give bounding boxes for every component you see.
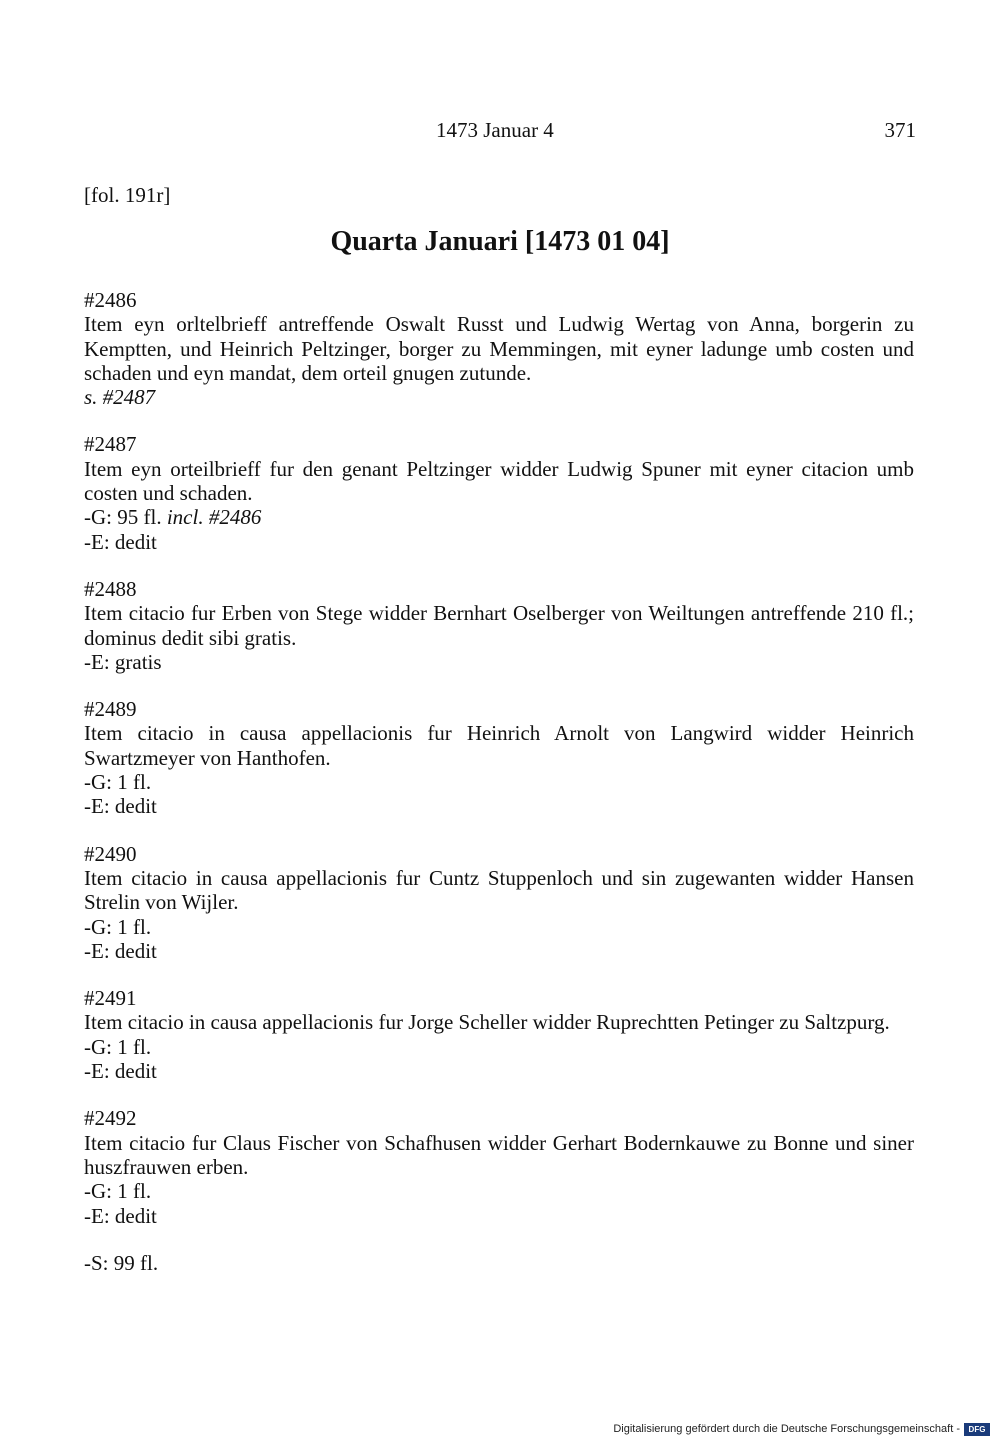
entry-note: -E: gratis <box>84 649 162 674</box>
entry <box>84 577 914 674</box>
entry-id: #2491 <box>84 986 137 1011</box>
entry-id: #2488 <box>84 576 137 601</box>
page-header <box>0 118 1000 148</box>
folio-reference: [fol. 191r] <box>84 183 171 207</box>
entry <box>84 432 914 553</box>
entry-note: s. #2487 <box>84 385 156 410</box>
entry-note: -E: dedit <box>84 1203 157 1228</box>
entry <box>84 288 914 409</box>
entry-text: Item citacio in causa appellacionis fur Jorge Scheller widder Ruprechtten Petinger zu Saltzpurg. <box>84 1010 890 1035</box>
entry-text: Item citacio in causa appellacionis fur Cuntz Stuppenloch und sin zugewanten widder Hansen Strelin von Wijler. <box>84 865 914 915</box>
entry-note: -G: 1 fl. <box>84 1034 152 1059</box>
entry-id: #2487 <box>84 432 137 457</box>
entry-text: Item citacio fur Erben von Stege widder Bernhart Oselberger von Weiltungen antreffende 210 fl.; dominus dedit sibi gratis. <box>84 601 914 650</box>
entry <box>84 1106 914 1227</box>
funding-credit: Digitalisierung gefördert durch die Deutsche Forschungsgemeinschaft - <box>613 1423 960 1435</box>
entries-list <box>84 288 914 1298</box>
entry-note: -G: 1 fl. <box>84 770 152 795</box>
entry-note: -E: dedit <box>84 938 157 963</box>
dfg-logo-icon: DFG <box>964 1423 990 1436</box>
summary-entry <box>84 1251 914 1275</box>
section-heading: Quarta Januari [1473 01 04] <box>330 226 670 257</box>
entry-note: -E: dedit <box>84 794 157 819</box>
entry-id: #2492 <box>84 1106 137 1131</box>
entry-text: Item citacio fur Claus Fischer von Schafhusen widder Gerhart Bodernkauwe zu Bonne und siner huszfrauwen erben. <box>84 1130 914 1179</box>
entry-note: -G: 1 fl. <box>84 1179 152 1204</box>
entry-text: Item eyn orteilbrieff fur den genant Peltzinger widder Ludwig Spuner mit eyner citacion umb costen und schaden. <box>84 456 914 506</box>
entry-note: -E: dedit <box>84 1059 157 1084</box>
entry-id: #2489 <box>84 697 137 722</box>
running-head: 1473 Januar 4 <box>436 118 554 142</box>
entry-text: Item citacio in causa appellacionis fur Heinrich Arnolt von Langwird widder Heinrich Swartzmeyer von Hanthofen. <box>84 721 914 770</box>
page-number: 371 <box>884 118 916 142</box>
entry-note: -G: 1 fl. <box>84 914 152 939</box>
entry <box>84 697 914 818</box>
summary-total: -S: 99 fl. <box>84 1250 159 1275</box>
entry <box>84 842 914 963</box>
entry-id: #2490 <box>84 841 137 866</box>
entry-note: -G: 95 fl. incl. #2486 <box>84 505 262 530</box>
entry-id: #2486 <box>84 288 137 312</box>
entry-text: Item eyn orltelbrieff antreffende Oswalt Russt und Ludwig Wertag von Anna, borgerin zu Kemptten, und Heinrich Peltzinger, borger zu Memmingen, mit eyner ladunge umb costen und schaden und eyn mandat, dem orteil gnugen zutunde. <box>84 312 914 385</box>
entry-note: -E: dedit <box>84 529 157 554</box>
entry <box>84 986 914 1083</box>
